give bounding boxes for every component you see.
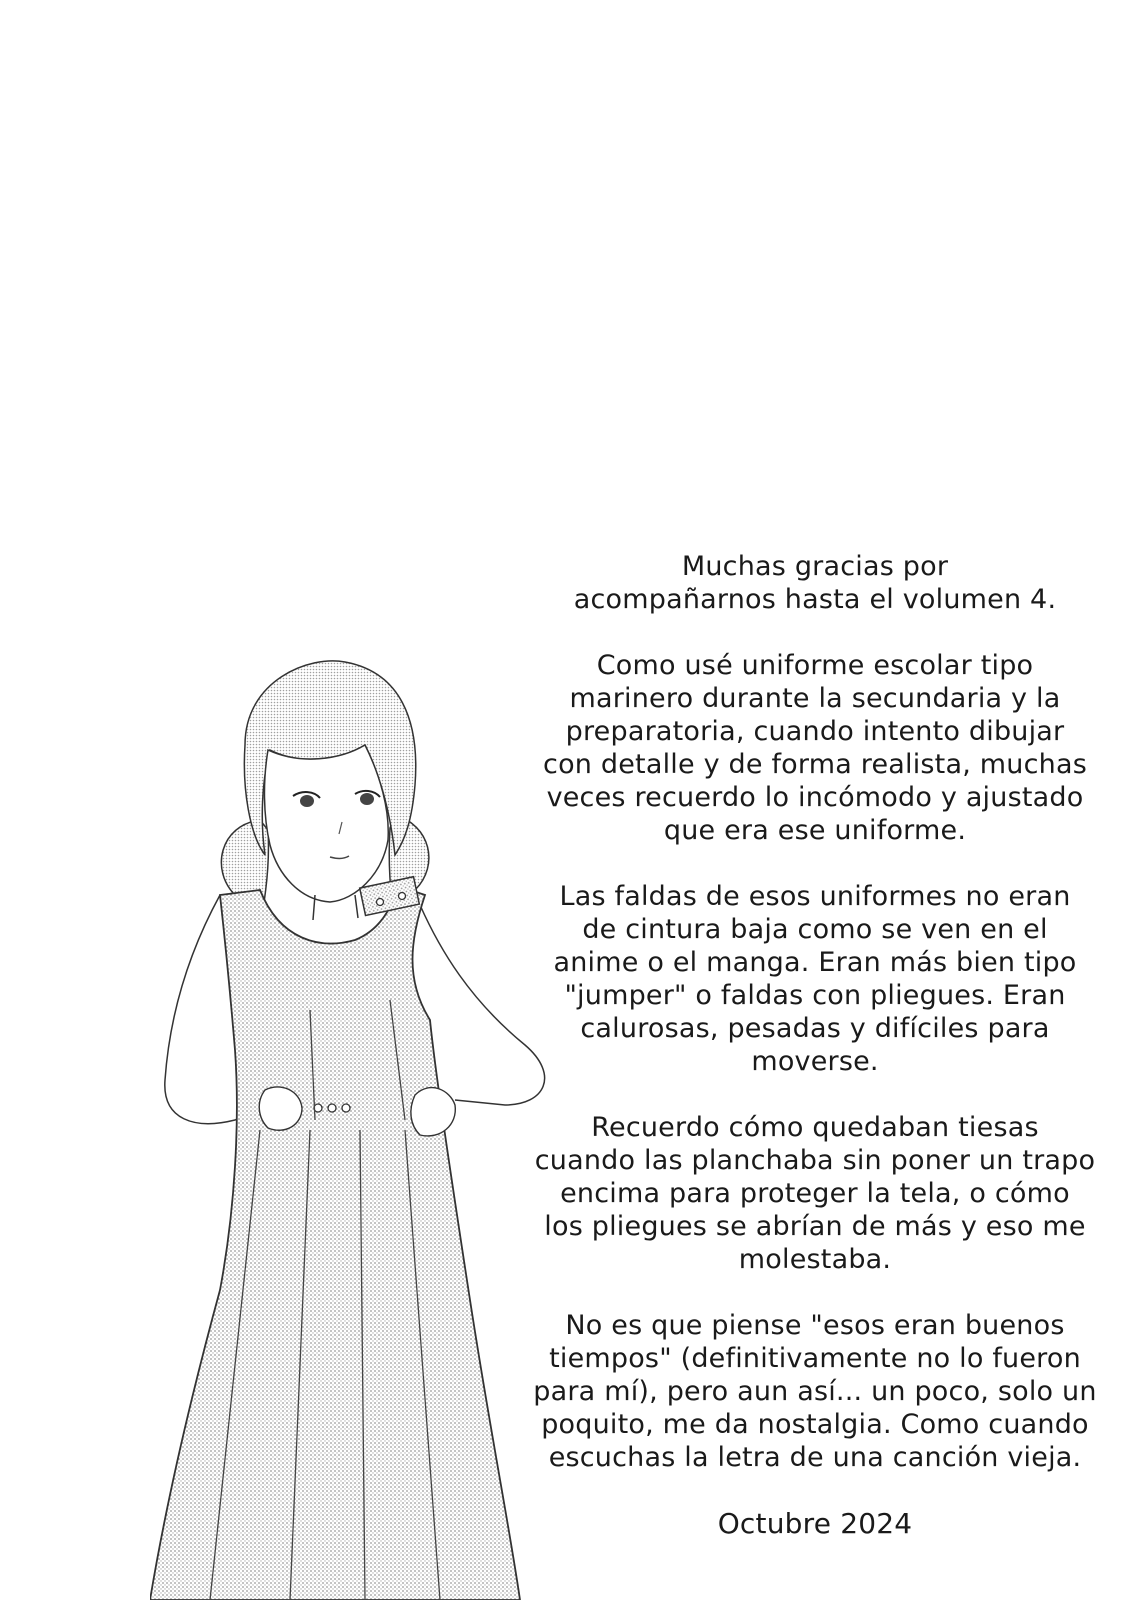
paragraph-thanks: Muchas gracias por acompañarnos hasta el volumen 4.: [573, 551, 1057, 615]
paragraph-skirts: Las faldas de esos uniformes no eran de cintura baja como se ven en el anime o el manga. Eran más bien tipo "jumper" o faldas con pliegues. Eran calurosas, pesadas y difíciles para moverse.: [553, 881, 1077, 1077]
paragraph-ironing: Recuerdo cómo quedaban tiesas cuando las planchaba sin poner un trapo encima para proteger la tela, o cómo los pliegues se abrían de más y eso me molestaba.: [534, 1112, 1096, 1275]
afterword-text: [530, 550, 1100, 1568]
paragraph-nostalgia: No es que piense "esos eran buenos tiempos" (definitivamente no lo fueron para mí), pero aun así... un poco, solo un poquito, me da nostalgia. Como cuando escuchas la letra de una canción vieja.: [533, 1310, 1097, 1473]
girl-illustration: [150, 650, 590, 1600]
signoff-date: Octubre 2024: [717, 1507, 913, 1540]
paragraph-uniform: Como usé uniforme escolar tipo marinero durante la secundaria y la preparatoria, cuando intento dibujar con detalle y de forma realista, muchas veces recuerdo lo incómodo y ajustado que era ese uniforme.: [543, 650, 1087, 846]
